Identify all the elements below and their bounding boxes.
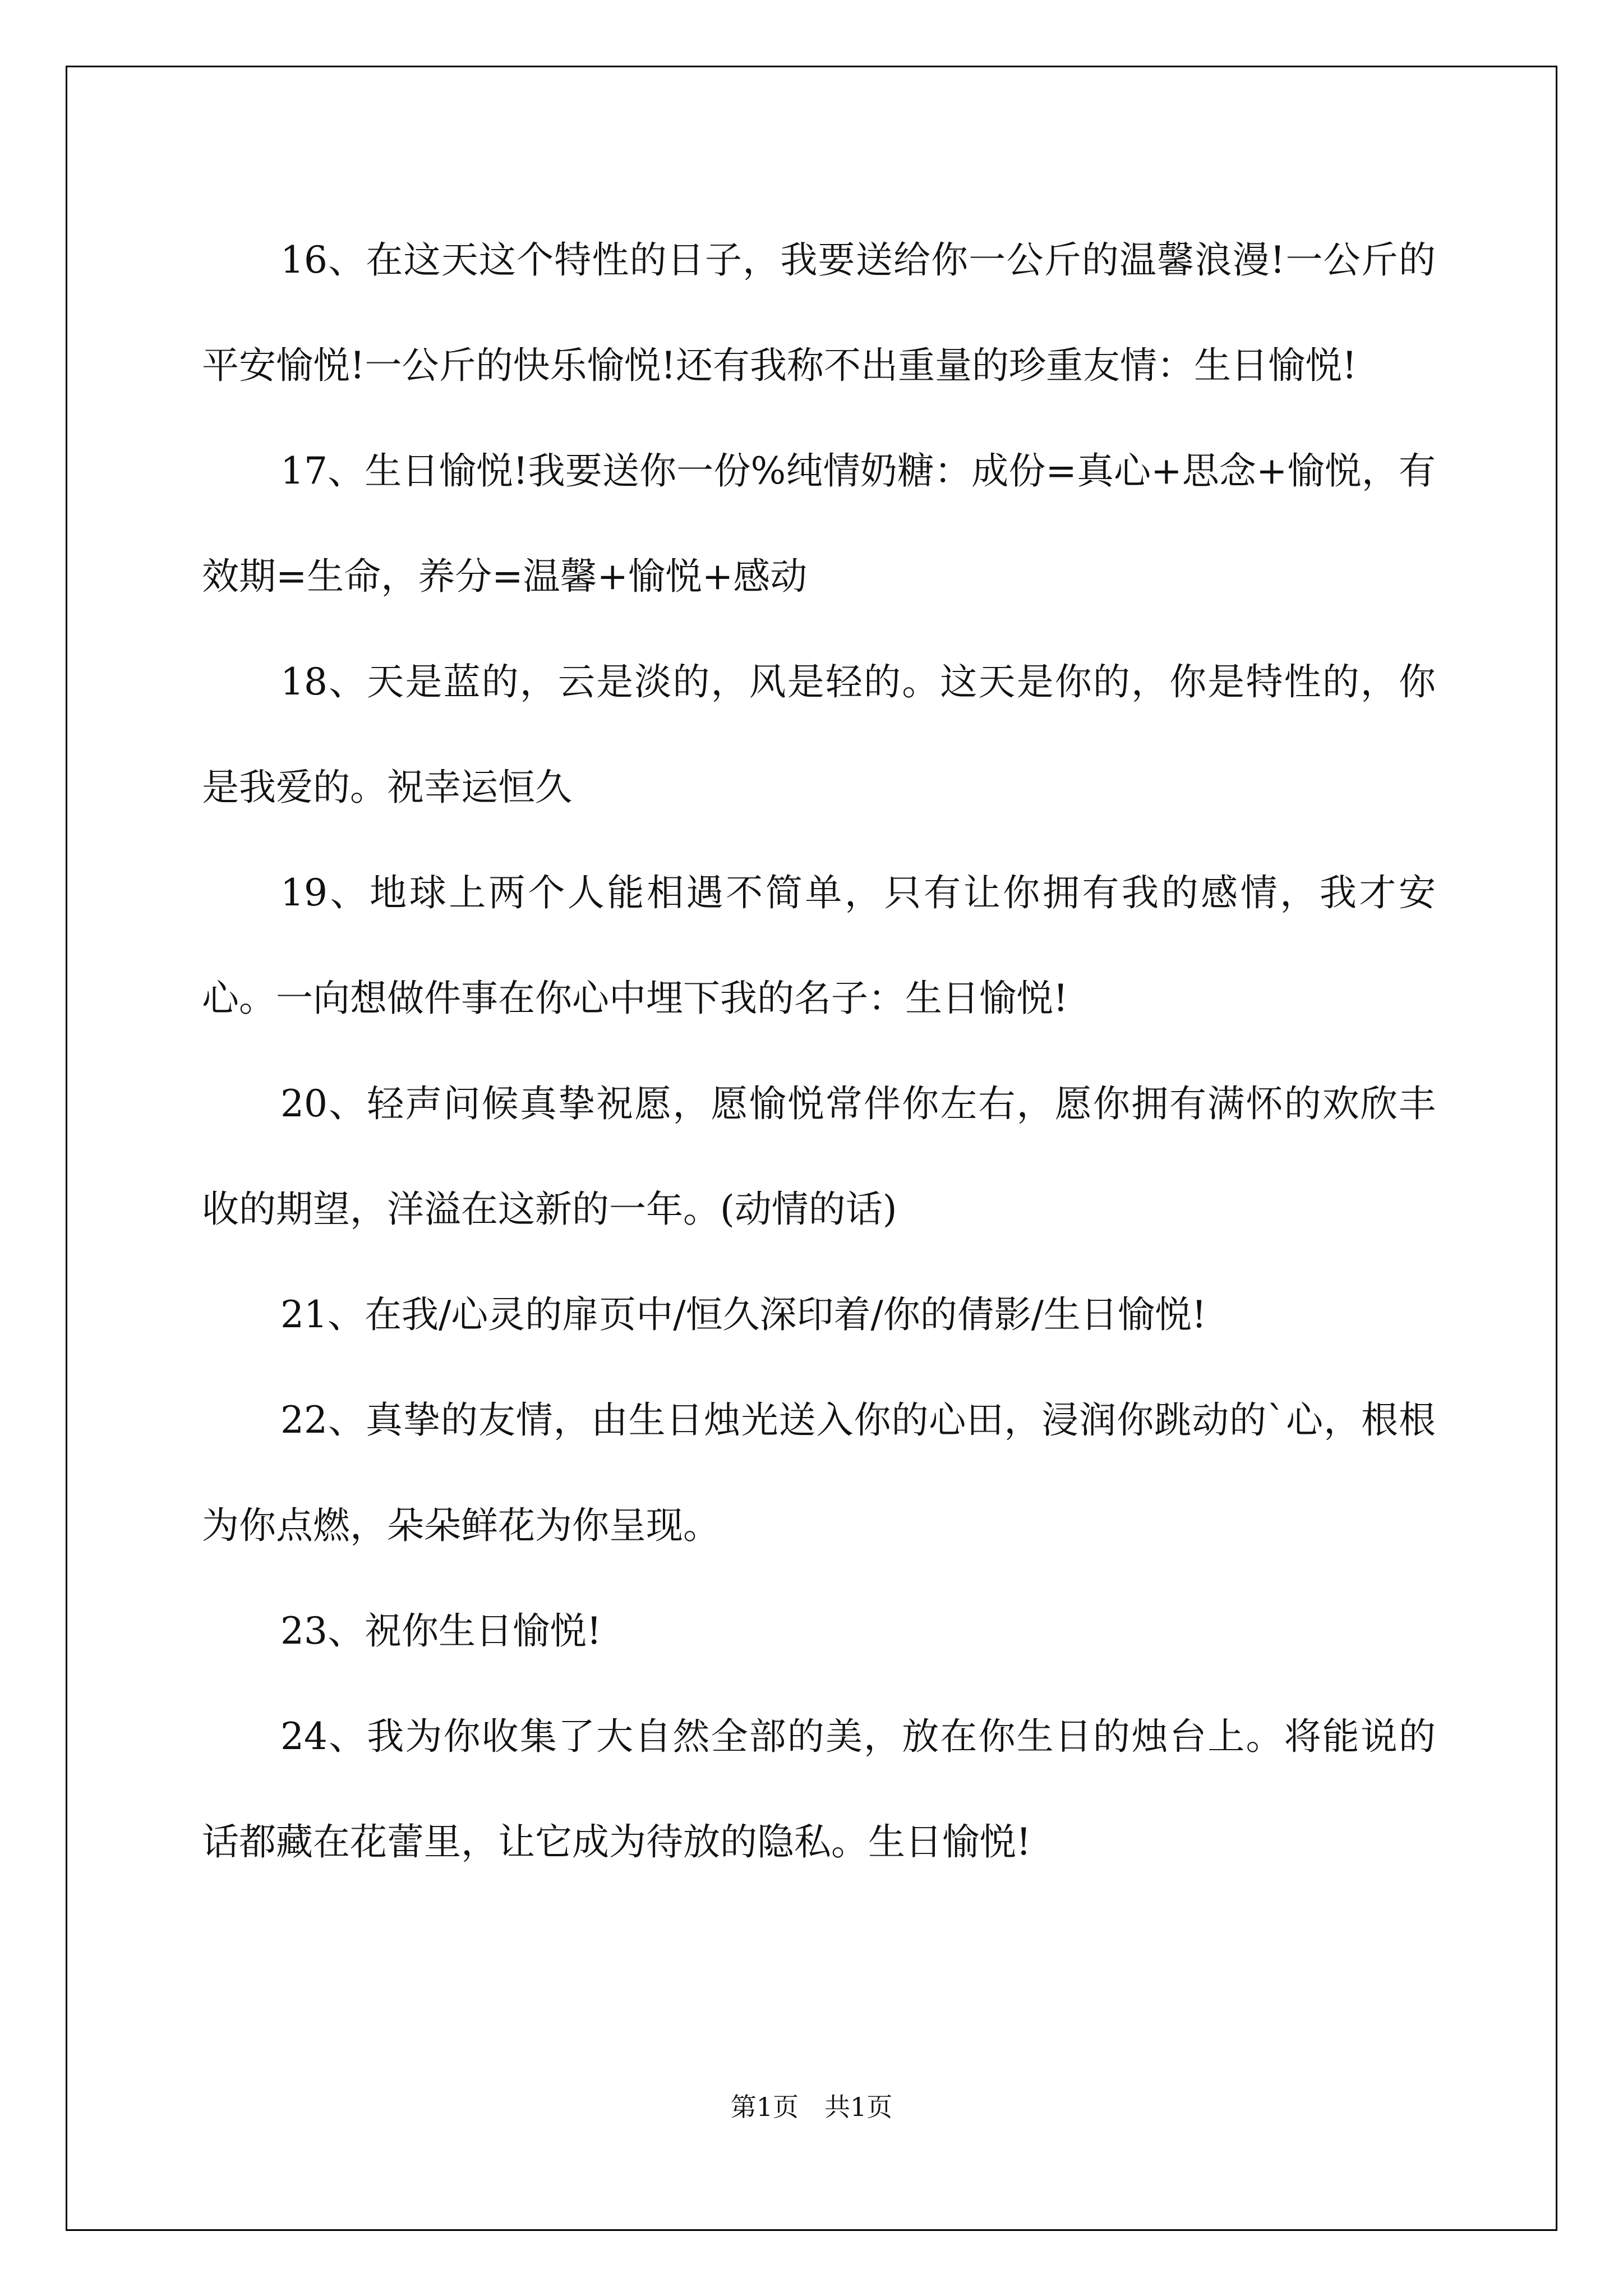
paragraph-16: 16、在这天这个特性的日子，我要送给你一公斤的温馨浪漫!一公斤的平安愉悦!一公斤的快乐愉悦!还有我称不出重量的珍重友情：生日愉悦! xyxy=(202,238,1436,387)
page-footer: 第1页 共1页 xyxy=(730,2092,893,2122)
paragraph-18: 18、天是蓝的，云是淡的，风是轻的。这天是你的，你是特性的，你是我爱的。祝幸运恒久 xyxy=(202,660,1436,809)
paragraph-23: 23、祝你生日愉悦! xyxy=(280,1609,602,1653)
paragraph-21: 21、在我/心灵的扉页中/恒久深印着/你的倩影/生日愉悦! xyxy=(280,1293,1207,1336)
paragraph-19: 19、地球上两个人能相遇不简单，只有让你拥有我的感情，我才安心。一向想做件事在你心中埋下我的名子：生日愉悦! xyxy=(202,871,1436,1020)
paragraph-17: 17、生日愉悦!我要送你一份%纯情奶糖：成份=真心+思念+愉悦，有效期=生命，养分=温馨+愉悦+感动 xyxy=(202,449,1436,598)
paragraph-24: 24、我为你收集了大自然全部的美，放在你生日的烛台上。将能说的话都藏在花蕾里，让它成为待放的隐私。生日愉悦! xyxy=(202,1715,1436,1864)
paragraph-22: 22、真挚的友情，由生日烛光送入你的心田，浸润你跳动的`心，根根为你点燃，朵朵鲜花为你呈现。 xyxy=(202,1398,1436,1547)
document-body xyxy=(202,208,1436,1895)
paragraph-20: 20、轻声问候真挚祝愿，愿愉悦常伴你左右，愿你拥有满怀的欢欣丰收的期望，洋溢在这新的一年。(动情的话) xyxy=(202,1082,1436,1231)
